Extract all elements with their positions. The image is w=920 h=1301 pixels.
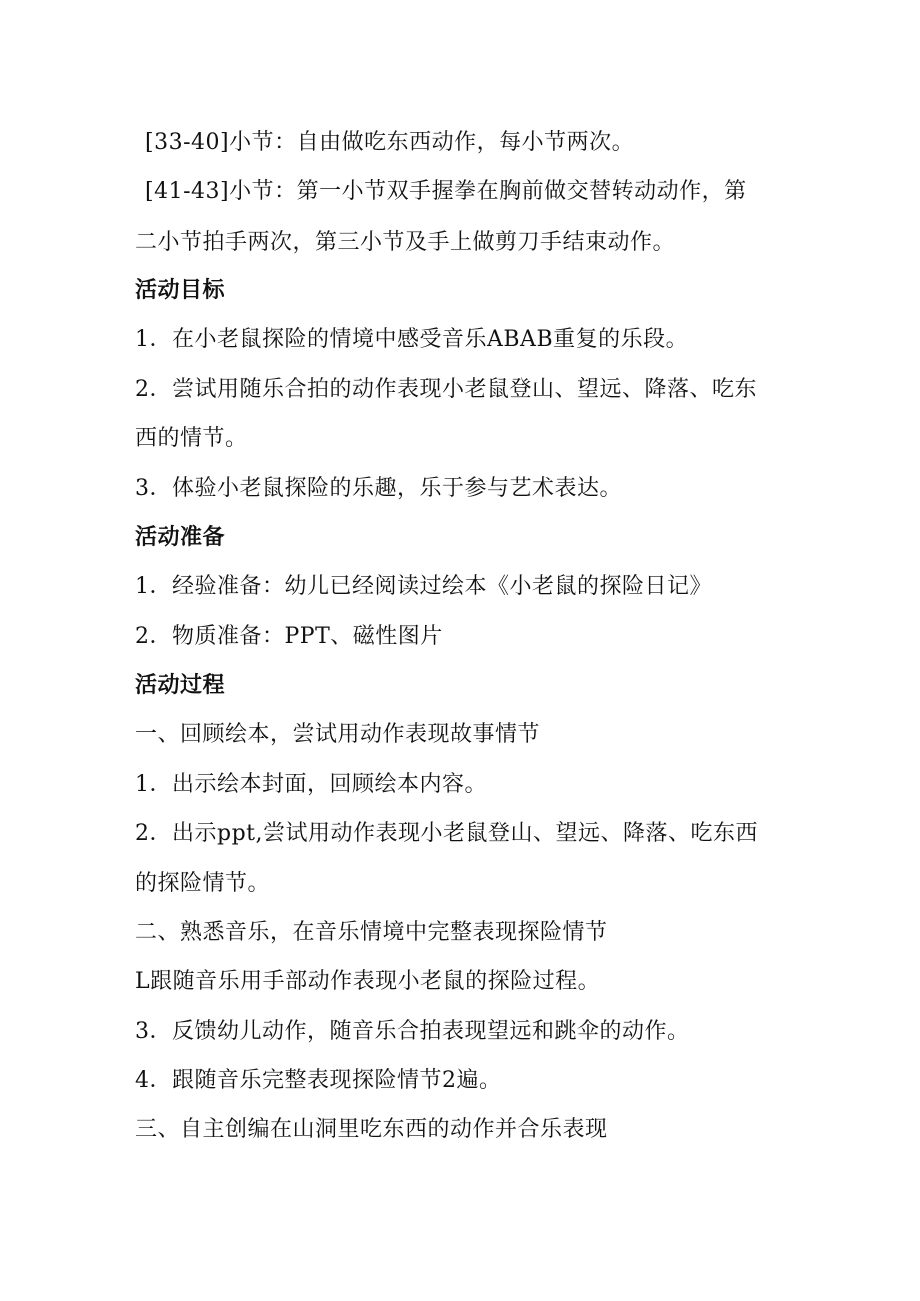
list-item: 4．跟随音乐完整表现探险情节2遍。 <box>135 1068 502 1093</box>
section-heading-process: 活动过程 <box>135 673 226 698</box>
subsection-heading: 三、自主创编在山洞里吃东西的动作并合乐表现 <box>135 1117 608 1142</box>
text-line: 的探险情节。 <box>135 871 271 896</box>
list-item: 1．出示绘本封面，回顾绘本内容。 <box>135 772 487 797</box>
list-item: 2．物质准备：PPT、磁性图片 <box>135 624 443 649</box>
list-item: 3．反馈幼儿动作，随音乐合拍表现望远和跳伞的动作。 <box>135 1019 690 1044</box>
section-heading-goals: 活动目标 <box>135 278 226 303</box>
text-line: 二小节拍手两次，第三小节及手上做剪刀手结束动作。 <box>135 230 676 255</box>
list-item: 2．出示ppt,尝试用动作表现小老鼠登山、望远、降落、吃东西 <box>135 821 758 846</box>
section-heading-preparation: 活动准备 <box>135 525 226 550</box>
list-item: 1．经验准备：幼儿已经阅读过绘本《小老鼠的探险日记》 <box>135 574 712 599</box>
text-line: [41-43]小节：第一小节双手握拳在胸前做交替转动动作，第 <box>145 179 747 204</box>
text-line: [33-40]小节：自由做吃东西动作，每小节两次。 <box>145 130 635 155</box>
list-item: 2．尝试用随乐合拍的动作表现小老鼠登山、望远、降落、吃东 <box>135 377 757 402</box>
list-item: 1．在小老鼠探险的情境中感受音乐ABAB重复的乐段。 <box>135 327 689 352</box>
list-item: 3．体验小老鼠探险的乐趣，乐于参与艺术表达。 <box>135 476 622 501</box>
subsection-heading: 一、回顾绘本，尝试用动作表现故事情节 <box>135 722 541 747</box>
subsection-heading: 二、熟悉音乐，在音乐情境中完整表现探险情节 <box>135 920 608 945</box>
list-item: L跟随音乐用手部动作表现小老鼠的探险过程。 <box>135 969 601 994</box>
text-line: 西的情节。 <box>135 426 248 451</box>
